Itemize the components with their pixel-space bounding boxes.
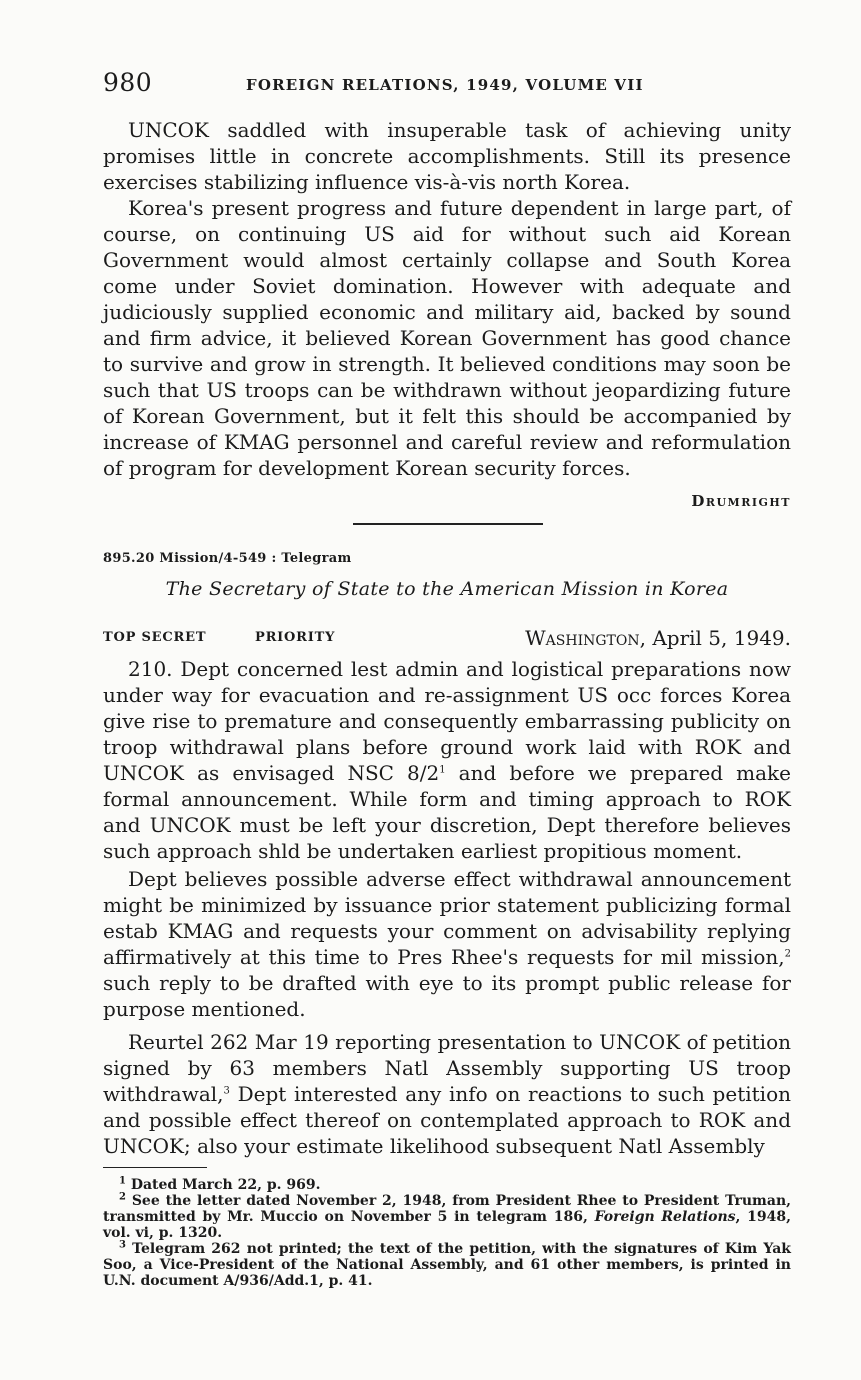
page-number: 980 xyxy=(103,68,153,97)
paragraph: Reurtel 262 Mar 19 reporting presentation to UNCOK of petition signed by 63 members Natl Assembly supporting US troop withdrawal,$^3$ Dept interested any info on reactions to such petition and possible effect thereof on contemplated approach to ROK and UNCOK; also your estimate likelihood subsequent Natl Assembly xyxy=(103,1030,791,1158)
paragraph: UNCOK saddled with insuperable task of achieving unity promises little in concrete accomplishments. Still its presence exercises stabilizing influence vis-à-vis north Korea. xyxy=(103,118,791,194)
footnote: $^1$ Dated March 22, p. 969. xyxy=(119,1175,321,1193)
dateline-place: Washington, xyxy=(525,626,646,650)
footnote-ref: 3 xyxy=(223,1085,230,1097)
priority-label: PRIORITY xyxy=(255,630,336,645)
document-metadata xyxy=(103,626,791,652)
dateline xyxy=(525,626,791,650)
dateline-date: April 5, 1949. xyxy=(652,626,791,650)
footnote: $^3$ Telegram 262 not printed; the text of the petition, with the signatures of Kim Yak Soo, a Vice-President of the National Assembly, and 61 other members, is printed in U.N. document A/936/Add.1, p. 41. xyxy=(103,1239,791,1289)
telegram-body xyxy=(103,656,791,1159)
footnotes xyxy=(103,1177,791,1289)
paragraph: 210. Dept concerned lest admin and logistical preparations now under way for evacuation and re-assignment US occ forces Korea give rise to premature and consequently embarrassing publicity on troop withdrawal plans before ground work laid with ROK and UNCOK as envisaged NSC $8/2^1$ and before we prepared make formal announcement. While form and timing approach to ROK and UNCOK must be left your discretion, Dept therefore believes such approach shld be undertaken earliest propitious moment. xyxy=(103,657,791,863)
footnote-ref: 2 xyxy=(784,948,791,960)
footnote: $^2$ See the letter dated November 2, 1948, from President Rhee to President Truman, transmitted by Mr. Muccio on November 5 in telegram 186, Foreign Relations, 1948, vol. vi, p. 1320. xyxy=(103,1191,791,1241)
footnote-rule xyxy=(103,1167,207,1168)
prior-document-body xyxy=(103,117,791,481)
document-title: The Secretary of State to the American Mission in Korea xyxy=(165,578,729,600)
running-title: FOREIGN RELATIONS, 1949, VOLUME VII xyxy=(246,76,644,94)
paragraph: Korea's present progress and future dependent in large part, of course, on continuing US aid for without such aid Korean Government would almost certainly collapse and South Korea come under Soviet domination. However with adequate and judiciously supplied economic and military aid, backed by sound and firm advice, it believed Korean Government has good chance to survive and grow in strength. It believed conditions may soon be such that US troops can be withdrawn without jeopardizing future of Korean Government, but it felt this should be accompanied by increase of KMAG personnel and careful review and reformulation of program for development Korean security forces. xyxy=(103,196,791,480)
footnote-ref: 1 xyxy=(439,764,446,776)
signature: Drumright xyxy=(691,492,791,510)
running-head xyxy=(103,68,793,98)
classification-label: TOP SECRET xyxy=(103,630,207,645)
section-divider xyxy=(353,523,543,525)
file-reference: 895.20 Mission/4-549 : Telegram xyxy=(103,551,352,566)
paragraph: Dept believes possible adverse effect withdrawal announcement might be minimized by issuance prior statement publicizing formal estab KMAG and requests your comment on advisability replying affirmatively at this time to Pres Rhee's requests for mil mission,$^2$ such reply to be drafted with eye to its prompt public release for purpose mentioned. xyxy=(103,867,791,1021)
